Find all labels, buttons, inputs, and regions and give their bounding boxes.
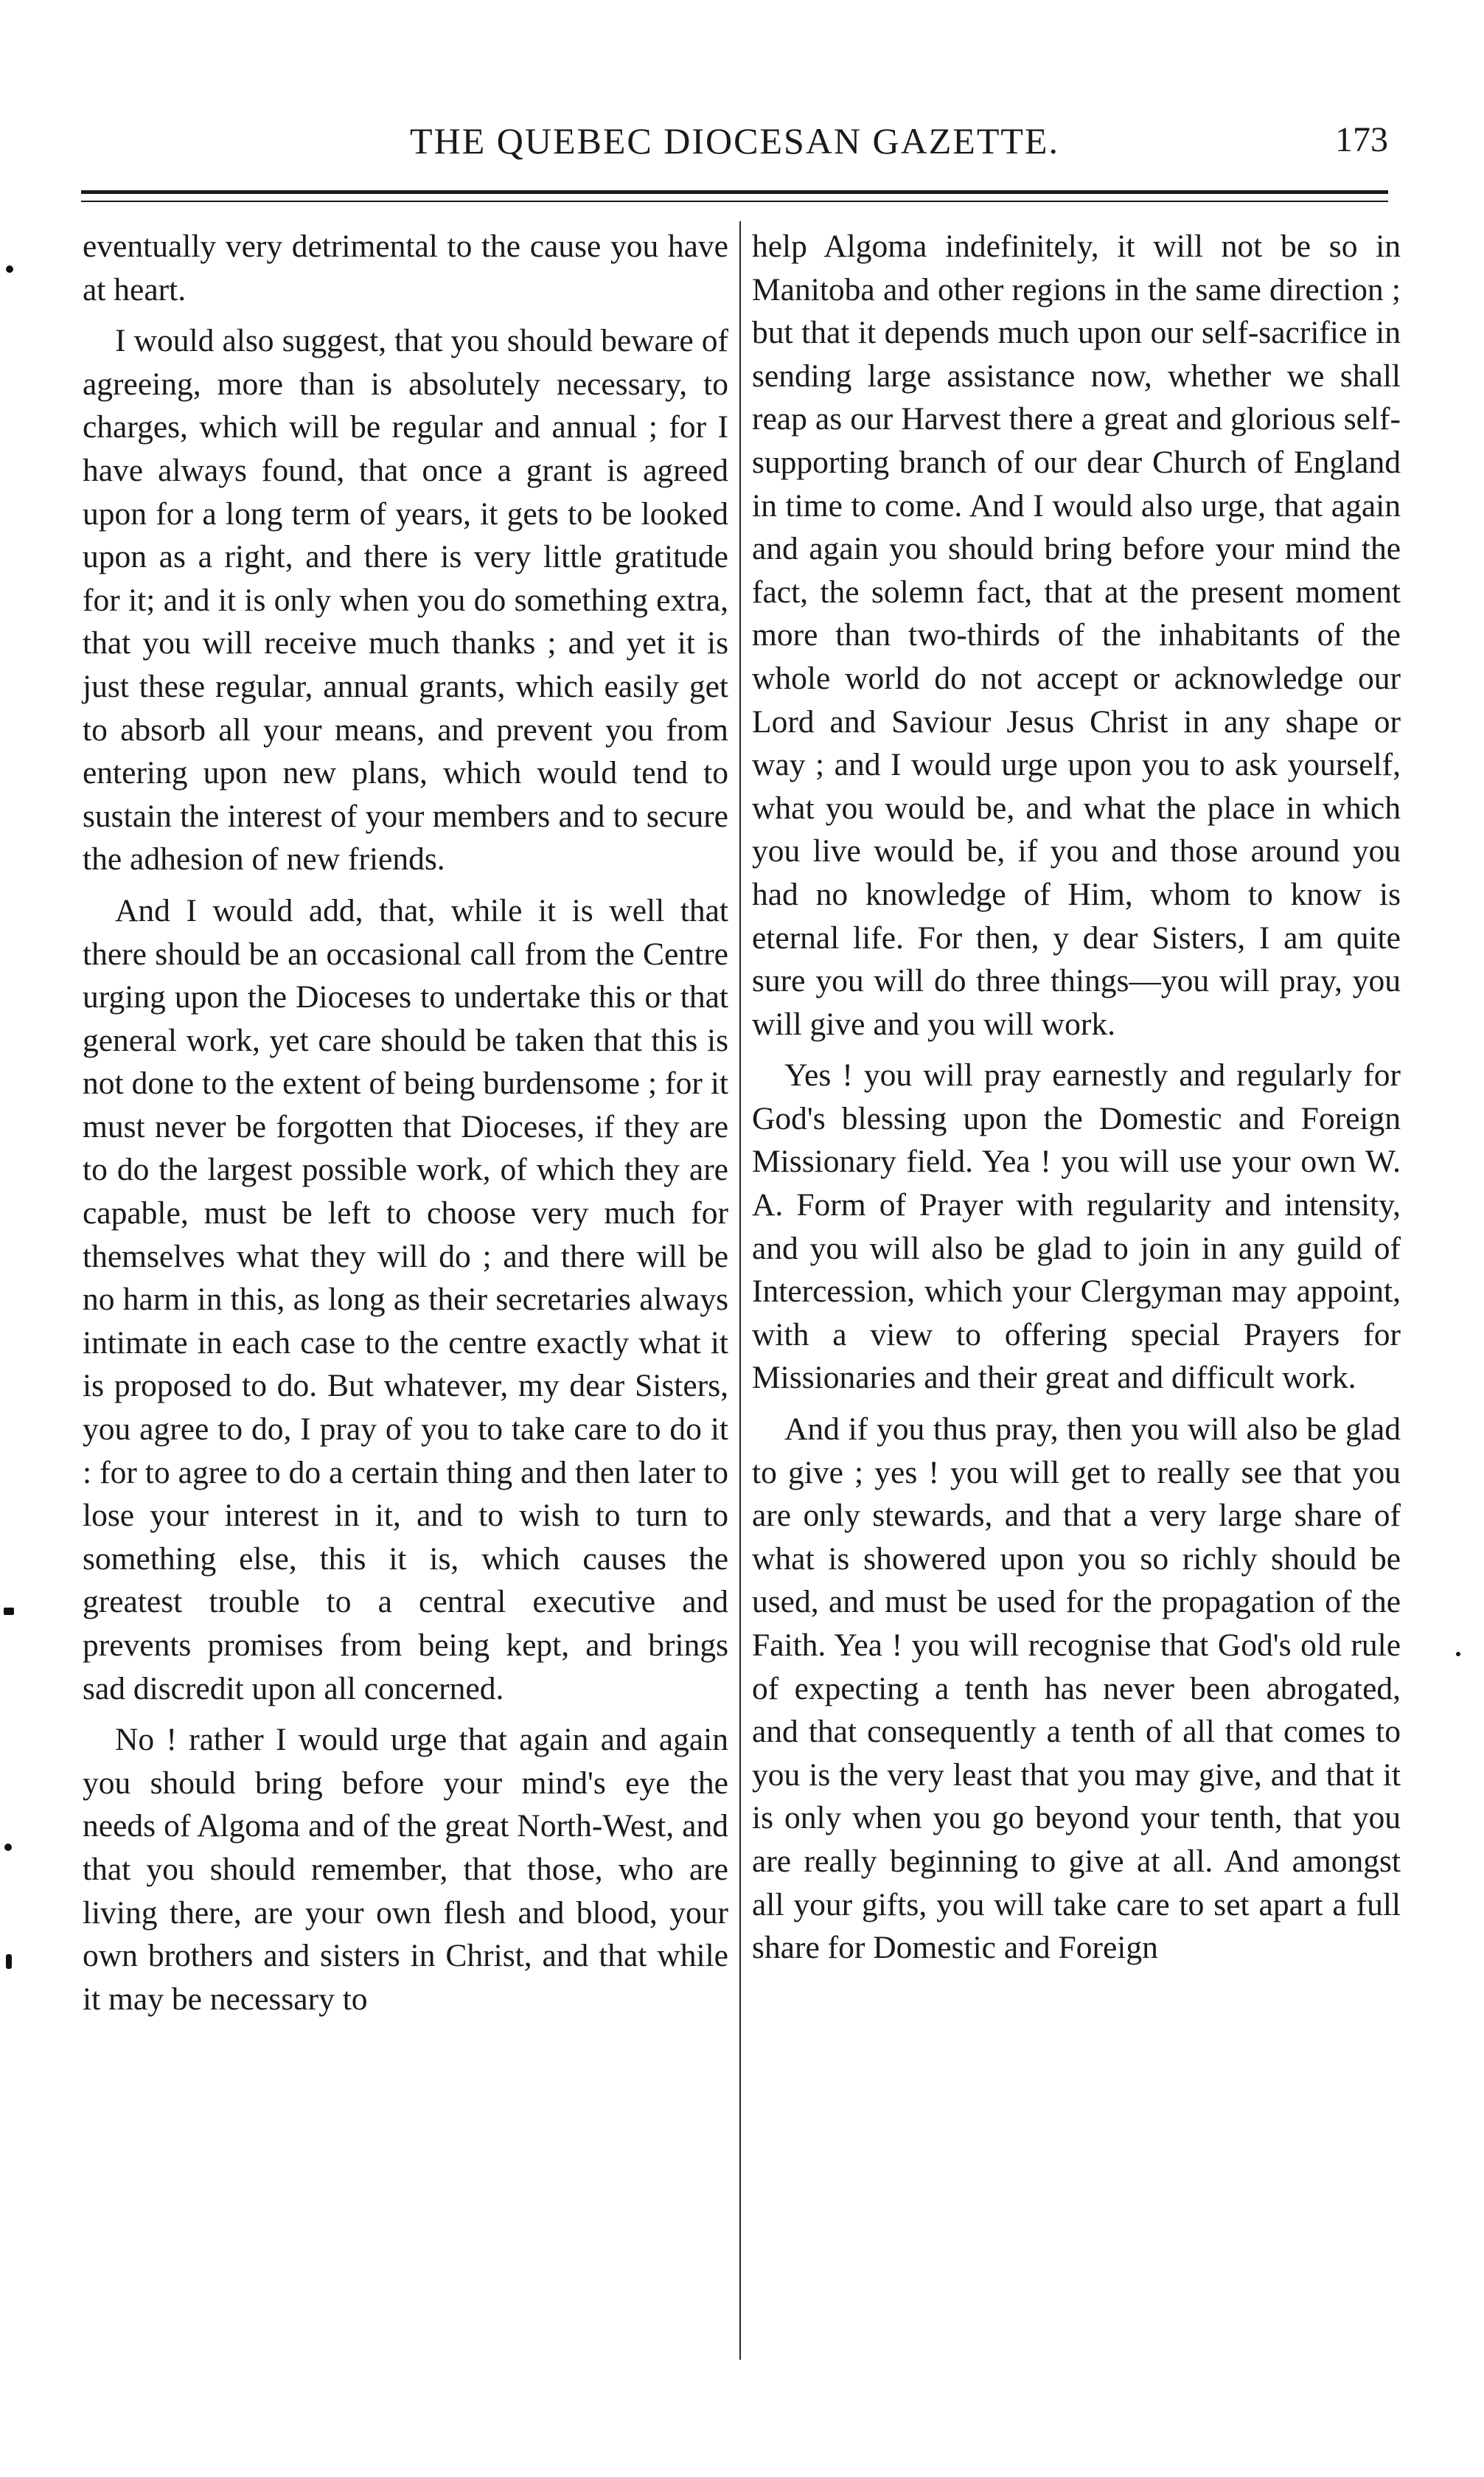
scan-speck <box>6 1954 12 1969</box>
paragraph: Yes ! you will pray earnestly and regularly for God's blessing upon the Domestic and Foreign Missionary field. Yea ! you will use your own W. A. Form of Prayer with regularity and intensity, and you will also be glad to join in any guild of Intercession, which your Clergyman may appoint, with a view to offering special Prayers for Missionaries and their great and difficult work. <box>752 1057 1401 1396</box>
running-header <box>81 111 1388 170</box>
header-rule-thick <box>81 190 1388 194</box>
scan-speck <box>4 1608 14 1615</box>
publication-title: THE QUEBEC DIOCESAN GAZETTE. <box>410 120 1059 161</box>
paragraph: And if you thus pray, then you will also be glad to give ; yes ! you will get to really see that you are only stewards, and that a very large share of what is showered upon you so richly should be used, and must be used for the propagation of the Faith. Yea ! you will recognise that God's old rule of expecting a tenth has never been abrogated, and that consequently a tenth of all that comes to you is the very least that you may give, and that it is only when you go beyond your tenth, that you are really beginning to give at all. And amongst all your gifts, you will take care to set apart a full share for Domestic and Foreign <box>752 1411 1401 1966</box>
paragraph: help Algoma indefinitely, it will not be so in Manitoba and other regions in the same direction ; but that it depends much upon our self-sacrifice in sending large assistance now, whether we shall reap as our Harvest there a great and glorious self-supporting branch of our dear Church of England in time to come. And I would also urge, that again and again you should bring before your mind the fact, the solemn fact, that at the present moment more than two-thirds of the inhabitants of the whole world do not accept or acknowledge our Lord and Saviour Jesus Christ in any shape or way ; and I would urge upon you to ask yourself, what you would be, and what the place in which you live would be, if you and those around you had no knowledge of Him, whom to know is eternal life. For then, y dear Sisters, I am quite sure you will do three things—you will pray, you will give and you will work. <box>752 229 1401 1042</box>
scan-speck <box>1456 1652 1460 1656</box>
paragraph: I would also suggest, that you should beware of agreeing, more than is absolutely necessary, to charges, which will be regular and annual ; for I have always found, that once a grant is agreed upon for a long term of years, it gets to be looked upon as a right, and there is very little gratitude for it; and it is only when you do something extra, that you will receive much thanks ; and yet it is just these regular, annual grants, which easily get to absorb all your means, and prevent you from entering upon new plans, which would tend to sustain the interest of your members and to secure the adhesion of new friends. <box>83 323 728 878</box>
page-number: 173 <box>1335 120 1388 159</box>
paragraph: No ! rather I would urge that again and again you should bring before your mind's eye the needs of Algoma and of the great North-West, and that you should remember, that those, who are living there, are your own flesh and blood, your own brothers and sisters in Christ, and that while it may be necessary to <box>83 1722 728 2017</box>
column-divider <box>739 221 741 2360</box>
right-column <box>752 225 1401 2363</box>
scan-speck <box>6 265 13 273</box>
left-column <box>83 225 728 2363</box>
header-rule-thin <box>81 201 1388 202</box>
paragraph: And I would add, that, while it is well that there should be an occasional call from the Centre urging upon the Dioceses to undertake this or that general work, yet care should be taken that this is not done to the extent of being burdensome ; for it must never be forgotten that Dioceses, if they are to do the largest possible work, of which they are capable, must be left to choose very much for themselves what they will do ; and there will be no harm in this, as long as their secretaries always intimate in each case to the centre exactly what it is proposed to do. But whatever, my dear Sisters, you agree to do, I pray of you to take care to do it : for to agree to do a certain thing and then later to lose your interest in it, and to wish to turn to something else, this it is, which causes the greatest trouble to a central executive and prevents promises from being kept, and brings sad discredit upon all concerned. <box>83 892 728 1706</box>
scan-speck <box>4 1844 12 1851</box>
paragraph: eventually very detrimental to the cause you have at heart. <box>83 229 728 308</box>
